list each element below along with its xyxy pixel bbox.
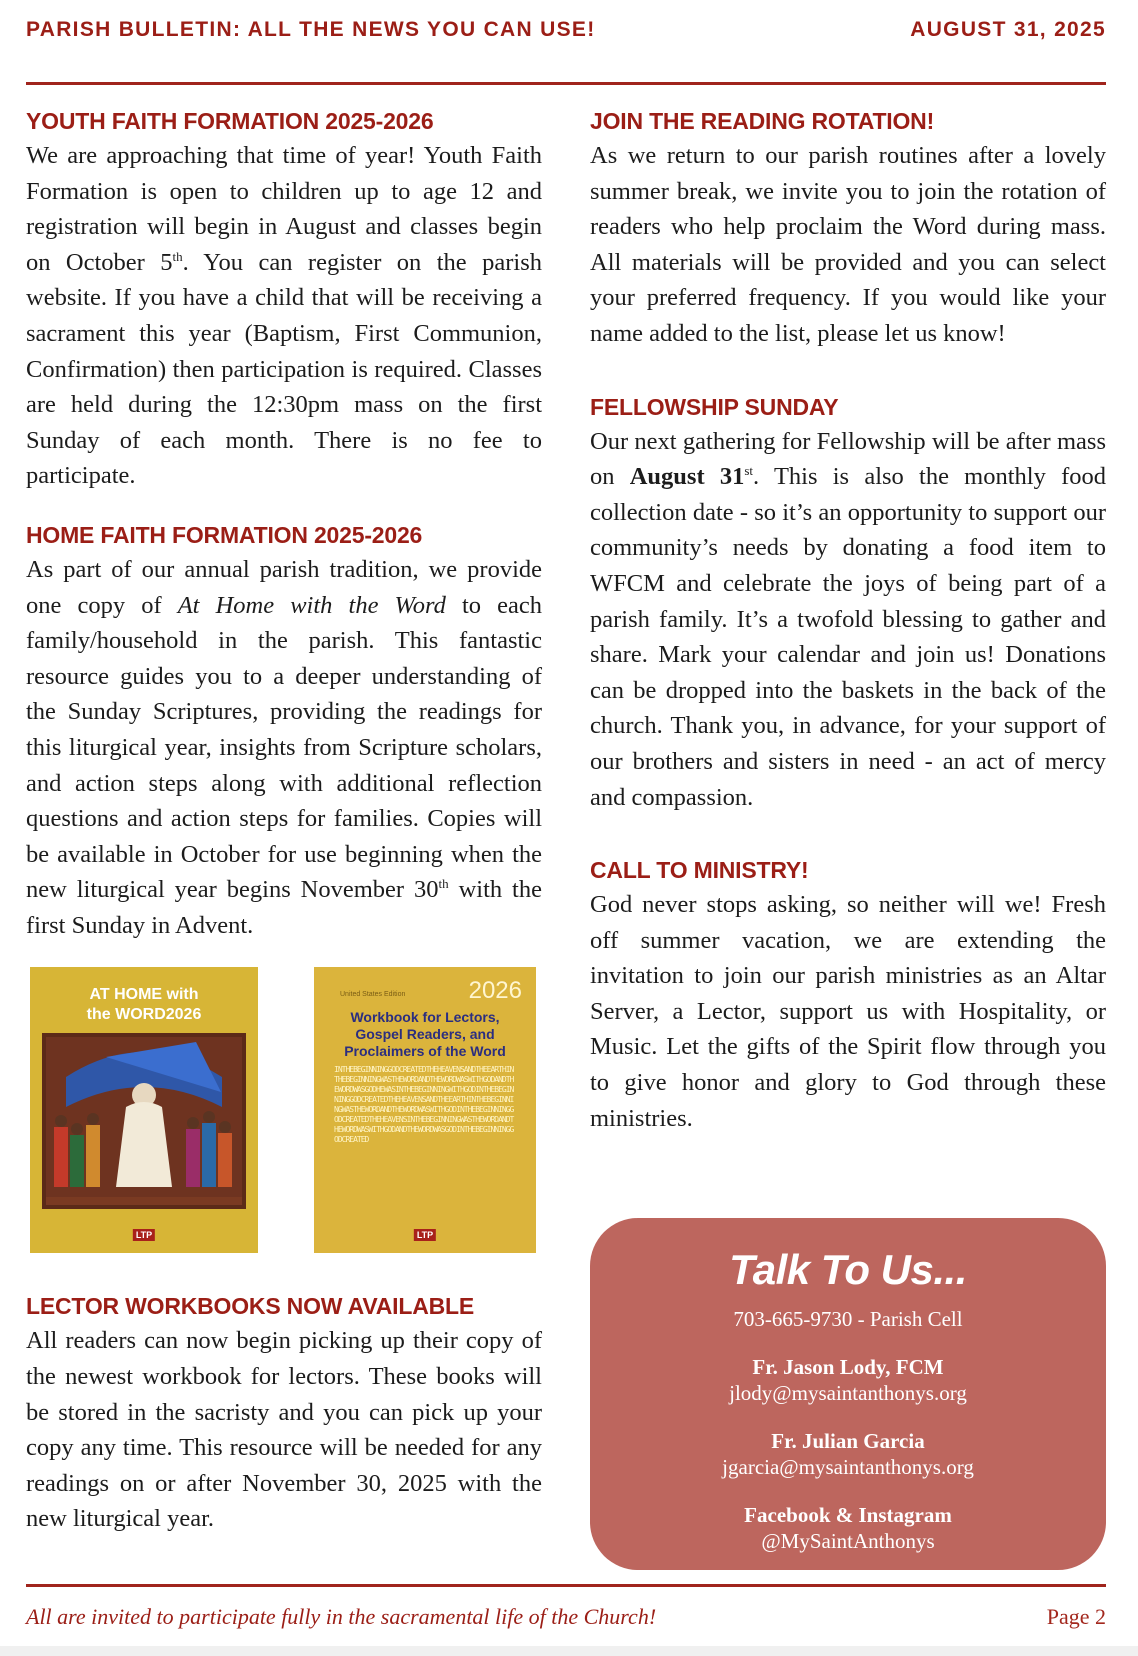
parish-phone: 703-665-9730 - Parish Cell bbox=[733, 1307, 963, 1331]
priest-name-1: Fr. Jason Lody, FCM bbox=[752, 1355, 944, 1379]
call-to-ministry-section bbox=[590, 853, 1106, 1136]
home-faith-formation-section bbox=[26, 518, 542, 944]
priest-email-1[interactable]: jlody@mysaintanthonys.org bbox=[729, 1381, 967, 1405]
cover-text-pattern: INTHEBEGINNINGGODCREATEDTHEHEAVENSANDTHEEARTHINTHEBEGINNINGWASTHEWORDANDTHEWORDWASWITHGODANDTHEWORDWASGODHEWASINTHEBEGINNINGWITHGODINTHEBEGINNINGGODCREATEDTHEHEAVENSANDTHEEARTHINTHEBEGINNINGWASTHEWORDANDTHEWORDWASWITHGODINTHEBEGINNINGGODCREATEDTHEHEAVENSINTHEBEGINNINGWASTHEWORDANDTHEWORDWASWITHGODANDTHEWORDWASGODINTHEBEGINNINGGODCREATED bbox=[334, 1065, 514, 1145]
book-covers bbox=[26, 967, 542, 1267]
ministry-heading: CALL TO MINISTRY! bbox=[590, 857, 809, 884]
lector-heading: LECTOR WORKBOOKS NOW AVAILABLE bbox=[26, 1293, 475, 1320]
home-heading: HOME FAITH FORMATION 2025-2026 bbox=[26, 521, 423, 548]
ltp-logo: LTP bbox=[133, 1229, 155, 1241]
priest-email-2[interactable]: jgarcia@mysaintanthonys.org bbox=[722, 1455, 974, 1479]
header-rule bbox=[26, 82, 1106, 85]
social-handle[interactable]: @MySaintAnthonys bbox=[761, 1529, 935, 1553]
fellowship-sunday-section bbox=[590, 390, 1106, 816]
youth-heading: YOUTH FAITH FORMATION 2025-2026 bbox=[26, 108, 434, 134]
priest-name-2: Fr. Julian Garcia bbox=[771, 1429, 925, 1453]
youth-faith-formation-section bbox=[26, 104, 542, 494]
at-home-with-the-word-cover: AT HOME with the WORD2026 LTP bbox=[30, 967, 258, 1253]
ministry-body: God never stops asking, so neither will we! Fresh off summer vacation, we are extending the invitation to join our parish ministries as an Altar Server, a Lector, support us with Hospitality, or Music. Let the gifts of the Spirit flow through you to give honor and glory to God through these ministries. bbox=[590, 891, 1106, 1132]
social-label: Facebook & Instagram bbox=[744, 1503, 952, 1527]
reading-rotation-section bbox=[590, 104, 1106, 352]
contact-title: Talk To Us... bbox=[729, 1246, 967, 1293]
ltp-logo: LTP bbox=[414, 1229, 436, 1241]
lector-workbook-cover: United States Edition 2026 Workbook for Lectors, Gospel Readers, and Proclaimers of the Word INTHEBEGINNINGGODCREATEDTHEHEAVENSANDTHEEARTHINTHEBEGINNINGWASTHEWORDANDTHEWORDWASWITHGODANDTHEWORDWASGODHEWASINTHEBEGINNINGWITHGODINTHEBEGINNINGGODCREATEDTHEHEAVENSANDTHEEARTHINTHEBEGINNINGWASTHEWORDANDTHEWORDWASWITHGODINTHEBEGINNINGGODCREATEDTHEHEAVENSINTHEBEGINNINGWASTHEWORDANDTHEWORDWASWITHGODANDTHEWORDWASGODINTHEBEGINNINGGODCREATED LTP bbox=[314, 967, 536, 1253]
fellowship-heading: FELLOWSHIP SUNDAY bbox=[590, 393, 839, 420]
home-body: As part of our annual parish tradition, we provide one copy of At Home with the Word to each family/household in the parish. This fantastic resource guides you to a deeper understanding of the Sunday Scriptures, providing the readings for this liturgical year, insights from Scripture scholars, and action steps along with additional reflection questions and action steps for families. Copies will be available in October for use beginning when the new liturgical year begins November 30th with the first Sunday in Advent. bbox=[26, 555, 542, 939]
footer-tagline: All are invited to participate fully in the sacramental life of the Church! bbox=[26, 1604, 657, 1629]
footer-rule bbox=[26, 1584, 1106, 1587]
bulletin-title: PARISH BULLETIN: ALL THE NEWS YOU CAN USE! bbox=[26, 18, 596, 41]
talk-to-us-box bbox=[590, 1218, 1106, 1570]
fellowship-body: Our next gathering for Fellowship will be after mass on August 31st. This is also the monthly food collection date - so it’s an opportunity to support our community’s needs by donating a food item to WFCM and celebrate the joys of being part of a parish family. It’s a twofold blessing to gather and share. Mark your calendar and join us! Donations can be dropped into the baskets in the back of the church. Thank you, in advance, for your support of our brothers and sisters in need - an act of mercy and compassion. bbox=[590, 427, 1106, 811]
right-column bbox=[590, 104, 1106, 1136]
page-number: Page 2 bbox=[1046, 1604, 1106, 1629]
cover-painting-image bbox=[42, 1033, 246, 1209]
bulletin-date: AUGUST 31, 2025 bbox=[910, 18, 1106, 41]
reading-body: As we return to our parish routines after a lovely summer break, we invite you to join the rotation of readers who help proclaim the Word during mass. All materials will be provided and you can select your preferred frequency. If you would like your name added to the list, please let us know! bbox=[590, 142, 1106, 347]
youth-body: We are approaching that time of year! Youth Faith Formation is open to children up to age 12 and registration will begin in August and classes begin on October 5th. You can register on the parish website. If you have a child that will be receiving a sacrament this year (Baptism, First Communion, Confirmation) then participation is required. Classes are held during the 12:30pm mass on the first Sunday of each month. There is no fee to participate. bbox=[26, 142, 542, 490]
lector-body: All readers can now begin picking up their copy of the newest workbook for lectors. These books will be stored in the sacristy and you can pick up your copy any time. This resource will be needed for any readings on or after November 30, 2025 with the new liturgical year. bbox=[26, 1327, 542, 1533]
lector-workbooks-section bbox=[26, 1289, 542, 1537]
reading-heading: JOIN THE READING ROTATION! bbox=[590, 108, 935, 134]
page-footer bbox=[26, 1604, 1106, 1636]
page-header bbox=[26, 18, 1106, 48]
left-column bbox=[26, 104, 542, 1537]
